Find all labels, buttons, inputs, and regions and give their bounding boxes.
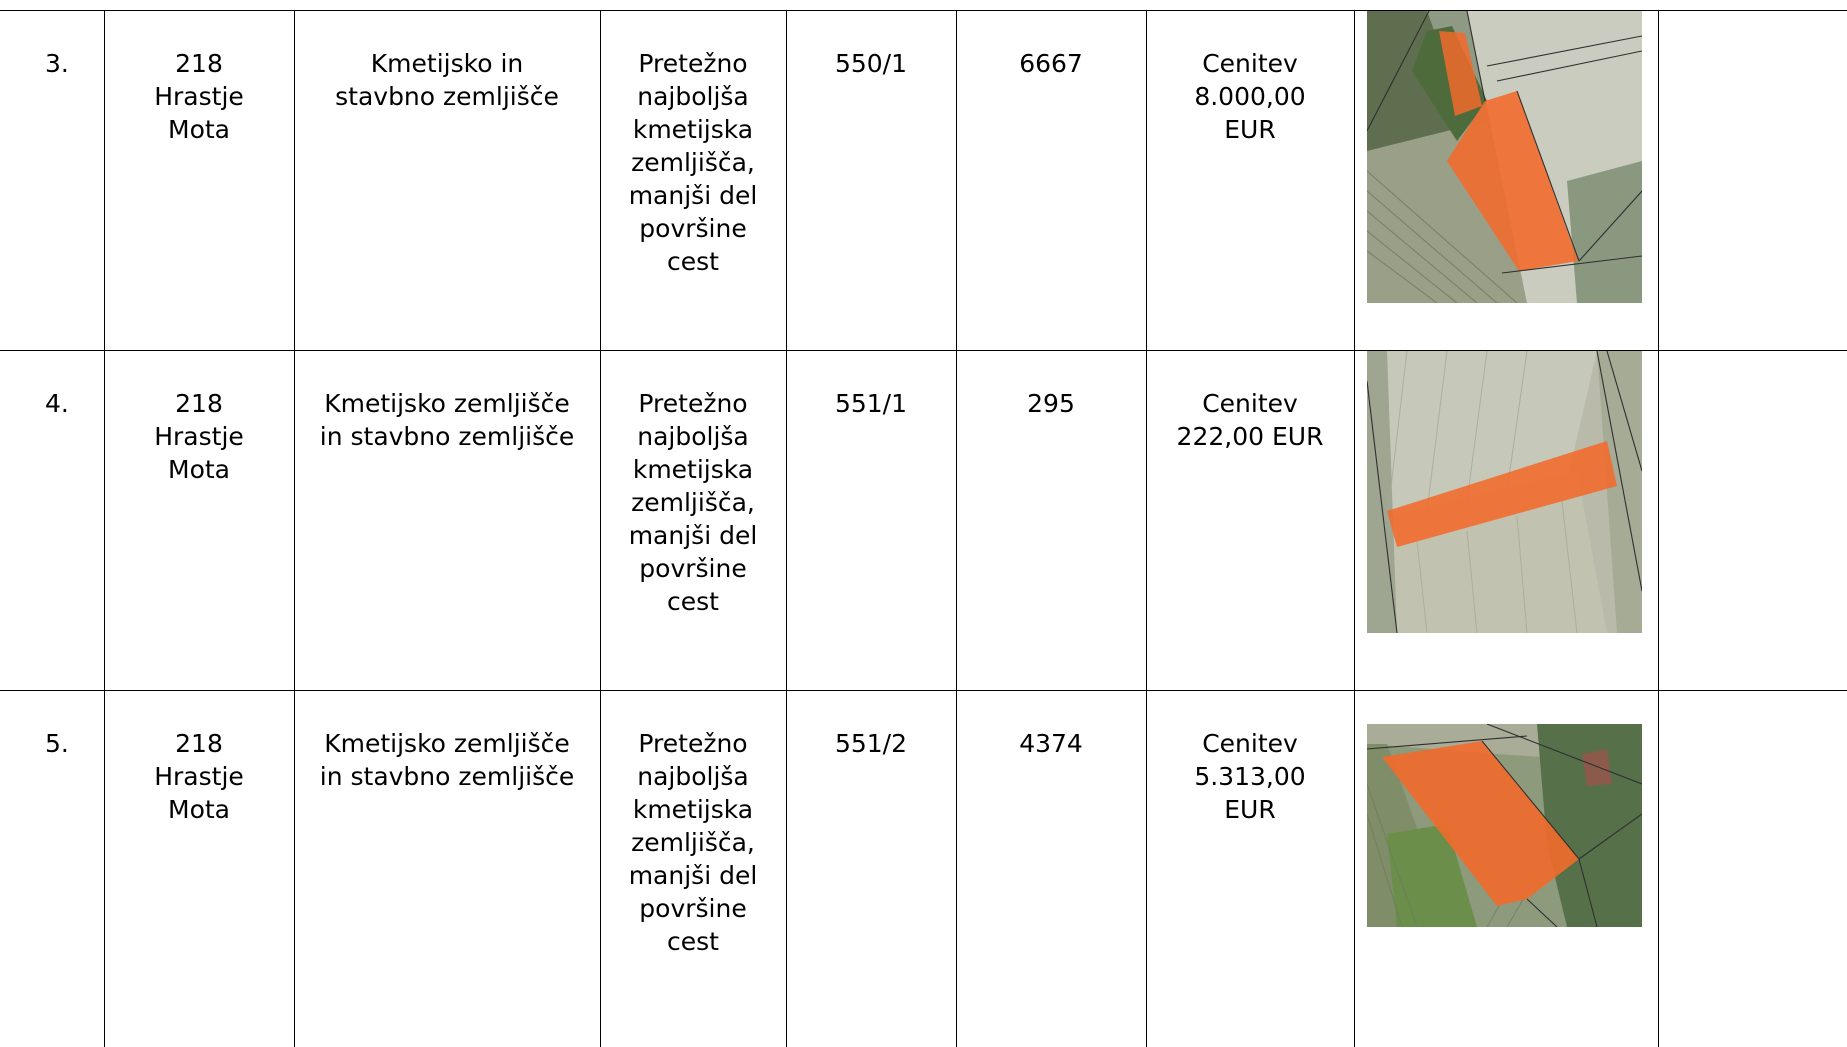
valuation: Cenitev 8.000,00 EUR (1146, 11, 1354, 351)
empty-cell (1658, 691, 1847, 1047)
parcel-map-cell (1354, 351, 1658, 691)
parcel-area: 6667 (956, 11, 1146, 351)
valuation: Cenitev 222,00 EUR (1146, 351, 1354, 691)
land-use: Pretežno najboljša kmetijska zemljišča, manjši del površine cest (600, 11, 786, 351)
parcel-map-cell (1354, 691, 1658, 1047)
table-row (0, 351, 1847, 691)
cadastral-municipality: 218 Hrastje Mota (104, 351, 294, 691)
parcel-map-image (1367, 724, 1642, 927)
parcel-number: 550/1 (786, 11, 956, 351)
land-use: Pretežno najboljša kmetijska zemljišča, manjši del površine cest (600, 351, 786, 691)
land-type: Kmetijsko zemljišče in stavbno zemljišče (294, 351, 600, 691)
parcel-area: 4374 (956, 691, 1146, 1047)
parcel-map-image (1367, 11, 1642, 303)
land-type: Kmetijsko zemljišče in stavbno zemljišče (294, 691, 600, 1047)
parcel-number: 551/2 (786, 691, 956, 1047)
row-number: 4. (0, 351, 104, 691)
table-row (0, 11, 1847, 351)
empty-cell (1658, 351, 1847, 691)
land-use: Pretežno najboljša kmetijska zemljišča, manjši del površine cest (600, 691, 786, 1047)
empty-cell (1658, 11, 1847, 351)
parcel-map-image (1367, 351, 1642, 633)
row-number: 3. (0, 11, 104, 351)
parcels-table (0, 10, 1847, 1047)
row-number: 5. (0, 691, 104, 1047)
cadastral-municipality: 218 Hrastje Mota (104, 691, 294, 1047)
land-type: Kmetijsko in stavbno zemljišče (294, 11, 600, 351)
cadastral-municipality: 218 Hrastje Mota (104, 11, 294, 351)
valuation: Cenitev 5.313,00 EUR (1146, 691, 1354, 1047)
table-row (0, 691, 1847, 1047)
parcel-map-cell (1354, 11, 1658, 351)
parcel-area: 295 (956, 351, 1146, 691)
parcel-number: 551/1 (786, 351, 956, 691)
